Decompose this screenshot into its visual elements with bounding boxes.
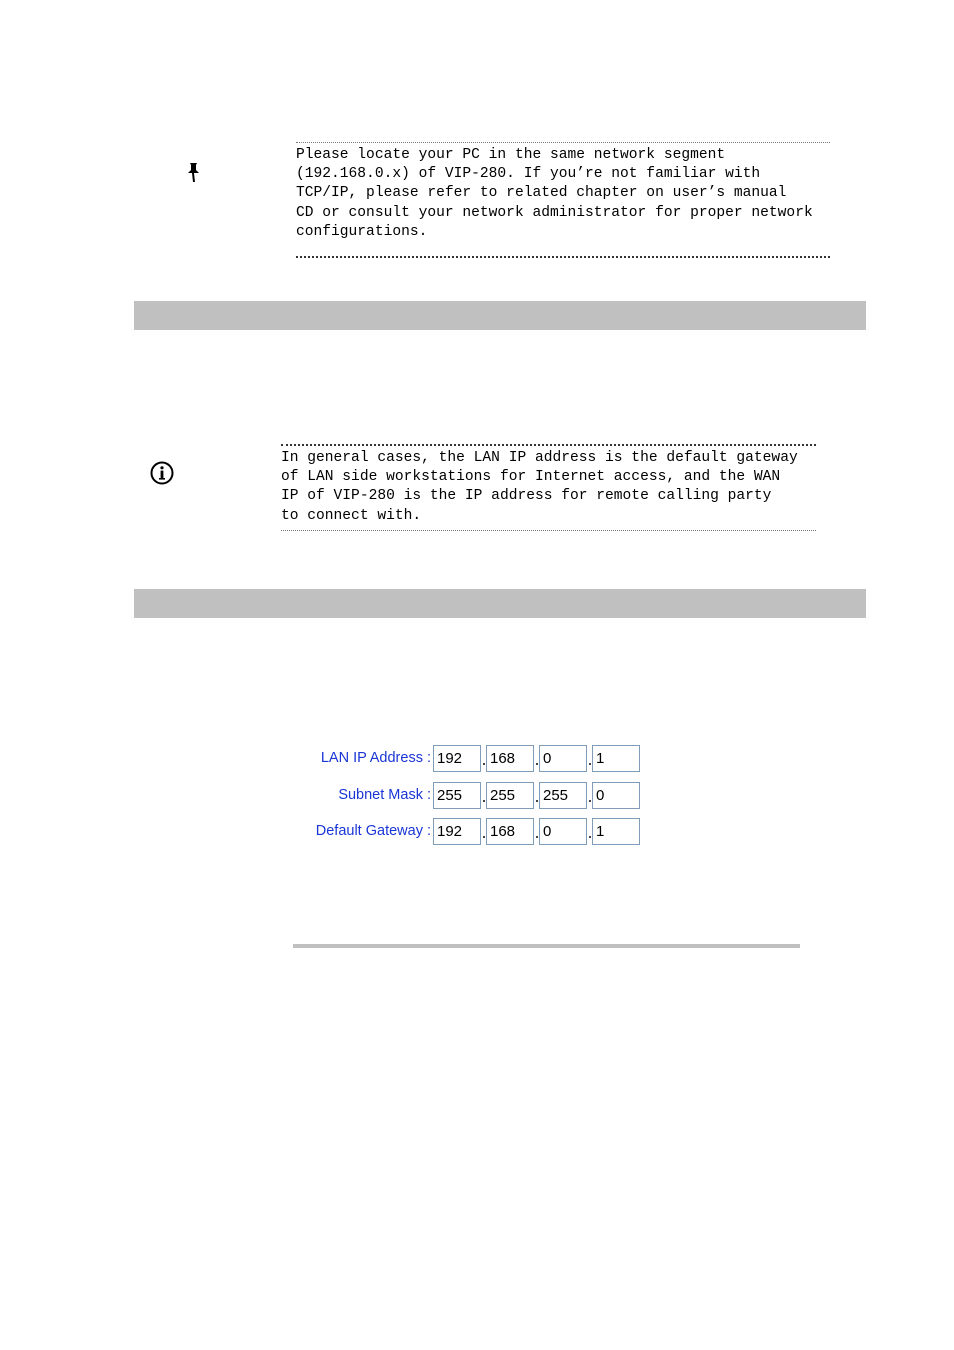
note-bottom-rule (296, 256, 830, 258)
octet-separator (589, 800, 591, 802)
info-line: to connect with. (281, 507, 422, 524)
note-line: configurations. (296, 223, 428, 240)
pushpin-icon (184, 160, 206, 184)
note-line: (192.168.0.x) of VIP-280. If you’re not familiar with (296, 166, 761, 183)
default-gateway-octet-2[interactable]: 168 (486, 818, 534, 845)
lan-ip-address-row (300, 744, 660, 774)
figure-bottom-divider (293, 944, 800, 948)
subnet-mask-octet-3[interactable]: 255 (539, 782, 587, 809)
lan-ip-settings-form (300, 744, 660, 854)
info-line: of LAN side workstations for Internet access, and the WAN (281, 469, 781, 486)
default-gateway-octet-4[interactable]: 1 (592, 818, 640, 845)
default-gateway-octet-3[interactable]: 0 (539, 818, 587, 845)
section-heading-bar (134, 589, 866, 618)
octet-separator (483, 763, 485, 765)
lan-ip-octet-1[interactable]: 192 (433, 745, 481, 772)
subnet-mask-octet-1[interactable]: 255 (433, 782, 481, 809)
section-heading-bar (134, 301, 866, 330)
note-top-rule (296, 142, 830, 143)
default-gateway-octet-1[interactable]: 192 (433, 818, 481, 845)
lan-ip-octet-3[interactable]: 0 (539, 745, 587, 772)
octet-separator (589, 763, 591, 765)
subnet-mask-label: Subnet Mask : (338, 787, 431, 803)
lan-ip-address-label: LAN IP Address : (320, 750, 431, 766)
lan-ip-octet-2[interactable]: 168 (486, 745, 534, 772)
default-gateway-row (300, 817, 660, 847)
octet-separator (536, 800, 538, 802)
note-line: Please locate your PC in the same network segment (296, 147, 726, 163)
info-top-rule (281, 444, 816, 446)
note-line: CD or consult your network administrator for proper network (296, 204, 813, 221)
octet-separator (589, 836, 591, 838)
info-bottom-rule (281, 530, 816, 531)
info-icon (150, 461, 176, 487)
octet-separator (536, 836, 538, 838)
note-text (296, 146, 813, 242)
info-line: In general cases, the LAN IP address is the default gateway (281, 450, 798, 466)
octet-separator (483, 800, 485, 802)
subnet-mask-row (300, 781, 660, 811)
info-text (281, 449, 798, 526)
default-gateway-label: Default Gateway : (315, 823, 431, 839)
lan-ip-octet-4[interactable]: 1 (592, 745, 640, 772)
note-line: TCP/IP, please refer to related chapter on user’s manual (296, 185, 787, 202)
octet-separator (483, 836, 485, 838)
octet-separator (536, 763, 538, 765)
subnet-mask-octet-2[interactable]: 255 (486, 782, 534, 809)
info-line: IP of VIP-280 is the IP address for remote calling party (281, 488, 772, 505)
subnet-mask-octet-4[interactable]: 0 (592, 782, 640, 809)
